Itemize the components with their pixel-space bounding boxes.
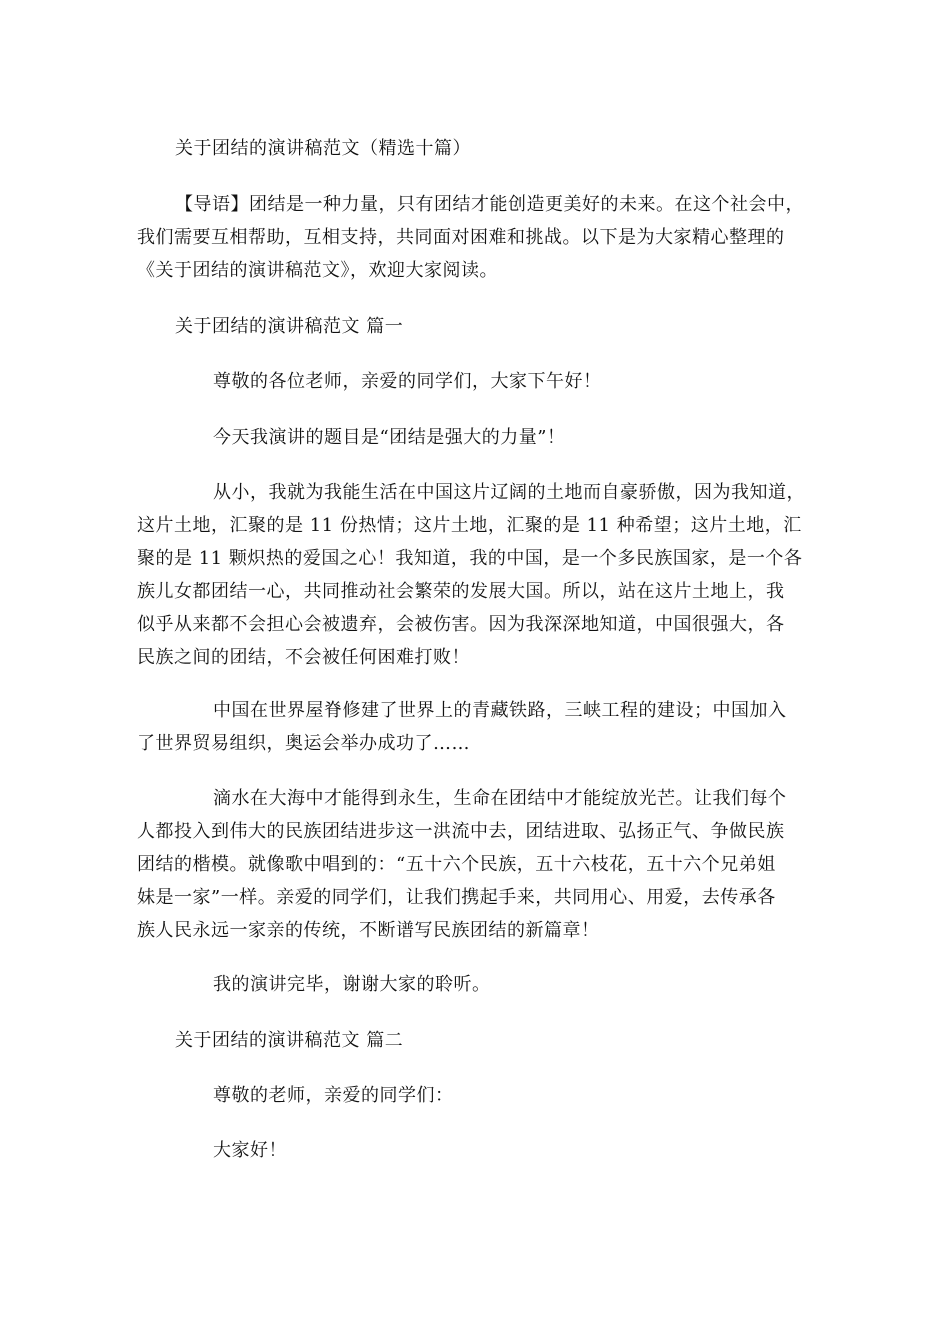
paragraph-line: 这片土地，汇聚的是 11 份热情；这片土地，汇聚的是 11 种希望；这片土地，汇 (137, 515, 802, 536)
paragraph-line: 人都投入到伟大的民族团结进步这一洪流中去，团结进取、弘扬正气、争做民族 (137, 821, 785, 842)
document-title: 关于团结的演讲稿范文（精选十篇） (175, 138, 471, 159)
speech-hello: 大家好！ (213, 1140, 287, 1161)
speech-greeting: 尊敬的各位老师，亲爱的同学们，大家下午好！ (213, 371, 602, 392)
paragraph-line: 族儿女都团结一心，共同推动社会繁荣的发展大国。所以，站在这片土地上，我 (137, 581, 785, 602)
speech-topic: 今天我演讲的题目是“团结是强大的力量”！ (213, 427, 566, 448)
section-heading: 关于团结的演讲稿范文 篇二 (175, 1030, 404, 1051)
paragraph-line: 妹是一家”一样。亲爱的同学们，让我们携起手来，共同用心、用爱，去传承各 (137, 887, 776, 908)
paragraph-line: 族人民永远一家亲的传统，不断谱写民族团结的新篇章！ (137, 920, 600, 941)
intro-line: 《关于团结的演讲稿范文》，欢迎大家阅读。 (137, 260, 498, 281)
paragraph-line: 从小，我就为我能生活在中国这片辽阔的土地而自豪骄傲，因为我知道， (213, 482, 805, 503)
speech-closing: 我的演讲完毕，谢谢大家的聆听。 (213, 974, 491, 995)
paragraph-line: 滴水在大海中才能得到永生，生命在团结中才能绽放光芒。让我们每个 (213, 788, 787, 809)
paragraph-line: 民族之间的团结，不会被任何困难打败！ (137, 647, 470, 668)
speech-greeting: 尊敬的老师，亲爱的同学们： (213, 1085, 454, 1106)
paragraph-line: 团结的楷模。就像歌中唱到的：“五十六个民族，五十六枝花，五十六个兄弟姐 (137, 854, 776, 875)
paragraph-line: 聚的是 11 颗炽热的爱国之心！我知道，我的中国，是一个多民族国家，是一个各 (137, 548, 803, 569)
intro-line: 【导语】团结是一种力量，只有团结才能创造更美好的未来。在这个社会中， (175, 194, 804, 215)
paragraph-line: 似乎从来都不会担心会被遗弃，会被伤害。因为我深深地知道，中国很强大，各 (137, 614, 785, 635)
section-heading: 关于团结的演讲稿范文 篇一 (175, 316, 404, 337)
paragraph-line: 中国在世界屋脊修建了世界上的青藏铁路，三峡工程的建设；中国加入 (213, 700, 787, 721)
intro-line: 我们需要互相帮助，互相支持，共同面对困难和挑战。以下是为大家精心整理的 (137, 227, 785, 248)
paragraph-line: 了世界贸易组织，奥运会举办成功了…… (137, 733, 470, 754)
